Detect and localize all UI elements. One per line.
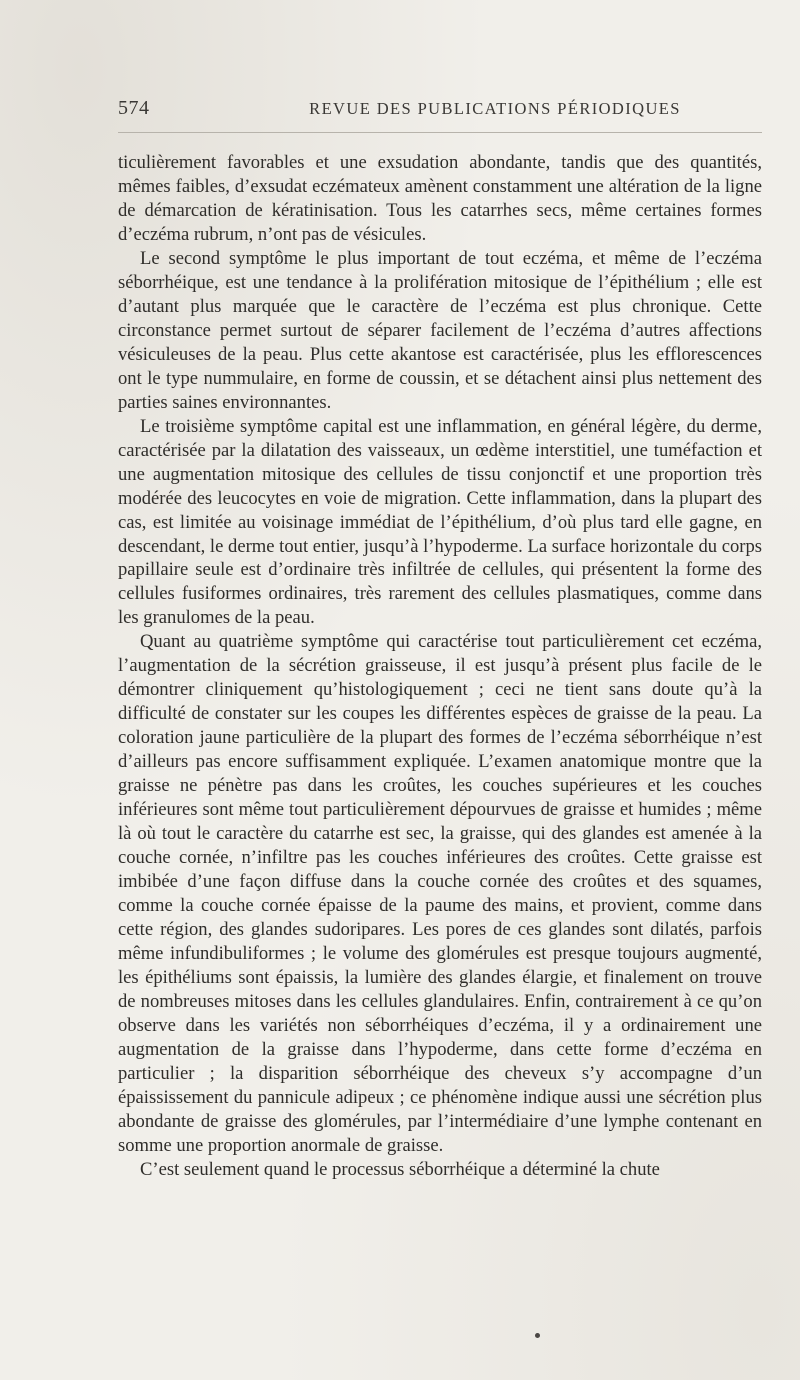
- paragraph: Quant au quatrième symptôme qui caractérise tout particulièrement cet eczéma, l’augmentation de la sécrétion graisseuse, il est jusqu’à présent plus facile de le démontrer cliniquement qu’histologiquement ; ceci ne tient sans doute qu’à la difficulté de constater sur les coupes les différentes espèces de graisse de la peau. La coloration jaune particulière de la plupart des formes de l’eczéma séborrhéique n’est d’ailleurs pas encore suffisamment expliquée. L’examen anatomique montre que la graisse ne pénètre pas dans les croûtes, les couches supérieures et les couches inférieures sont même tout particulièrement dépourvues de graisse et humides ; même là où tout le caractère du catarrhe est sec, la graisse, qui des glandes est amenée à la couche cornée, n’infiltre pas les couches inférieures des croûtes. Cette graisse est imbibée d’une façon diffuse dans la couche cornée des croûtes et des squames, comme la couche cornée épaisse de la paume des mains, et provient, comme dans cette région, des glandes sudoripares. Les pores de ces glandes sont dilatés, parfois même infundibuliformes ; le volume des glomérules est presque toujours augmenté, les épithéliums sont épaissis, la lumière des glandes élargie, et finalement on trouve de nombreuses mitoses dans les cellules glandulaires. Enfin, contrairement à ce qu’on observe dans les variétés non séborrhéiques d’eczéma, il y a ordinairement une augmentation de la graisse dans l’hypoderme, dans cette forme d’eczéma en particulier ; la disparition séborrhéique des cheveux s’y accompagne d’un épaississement du pannicule adipeux ; ce phénomène indique aussi une sécrétion plus abondante de graisse des glomérules, par l’intermédiaire d’une lymphe contenant en somme une proportion anormale de graisse.: [118, 631, 762, 1156]
- page-header: [118, 97, 762, 125]
- ink-speck: [535, 1333, 540, 1338]
- article-body: [118, 151, 762, 1182]
- paragraph: ticulièrement favorables et une exsudation abondante, tandis que des quantités, mêmes faibles, d’exsudat eczémateux amènent constamment une altération de la ligne de démarcation de kératinisation. Tous les catarrhes secs, même certaines formes d’eczéma rubrum, n’ont pas de vésicules.: [118, 152, 762, 245]
- paragraph: Le second symptôme le plus important de tout eczéma, et même de l’eczéma séborrhéique, est une tendance à la prolifération mitosique de l’épithélium ; elle est d’autant plus marquée que le caractère de l’eczéma est plus chronique. Cette circonstance permet surtout de séparer facilement de l’eczéma d’autres affections vésiculeuses de la peau. Plus cette akantose est caractérisée, plus les efflorescences ont le type nummulaire, en forme de coussin, et se détachent ainsi plus nettement des parties saines environnantes.: [118, 247, 762, 413]
- paragraph: Le troisième symptôme capital est une inflammation, en général légère, du derme, caractérisée par la dilatation des vaisseaux, un œdème interstitiel, une tuméfaction et une augmentation mitosique des cellules de tissu conjonctif et une proportion très modérée des leucocytes en voie de migration. Cette inflammation, dans la plupart des cas, est limitée au voisinage immédiat de l’épithélium, d’où plus tard elle gagne, en descendant, le derme tout entier, jusqu’à l’hypoderme. La surface horizontale du corps papillaire seule est d’ordinaire très infiltrée de cellules, qui présentent la forme des cellules fusiformes ordinaires, très rarement des cellules plasmatiques, comme dans les granulomes de la peau.: [118, 415, 762, 629]
- page-number: 574: [118, 97, 150, 119]
- running-title: REVUE DES PUBLICATIONS PÉRIODIQUES: [309, 99, 681, 118]
- header-rule: [118, 132, 762, 133]
- paragraph: C’est seulement quand le processus séborrhéique a déterminé la chute: [140, 1158, 660, 1180]
